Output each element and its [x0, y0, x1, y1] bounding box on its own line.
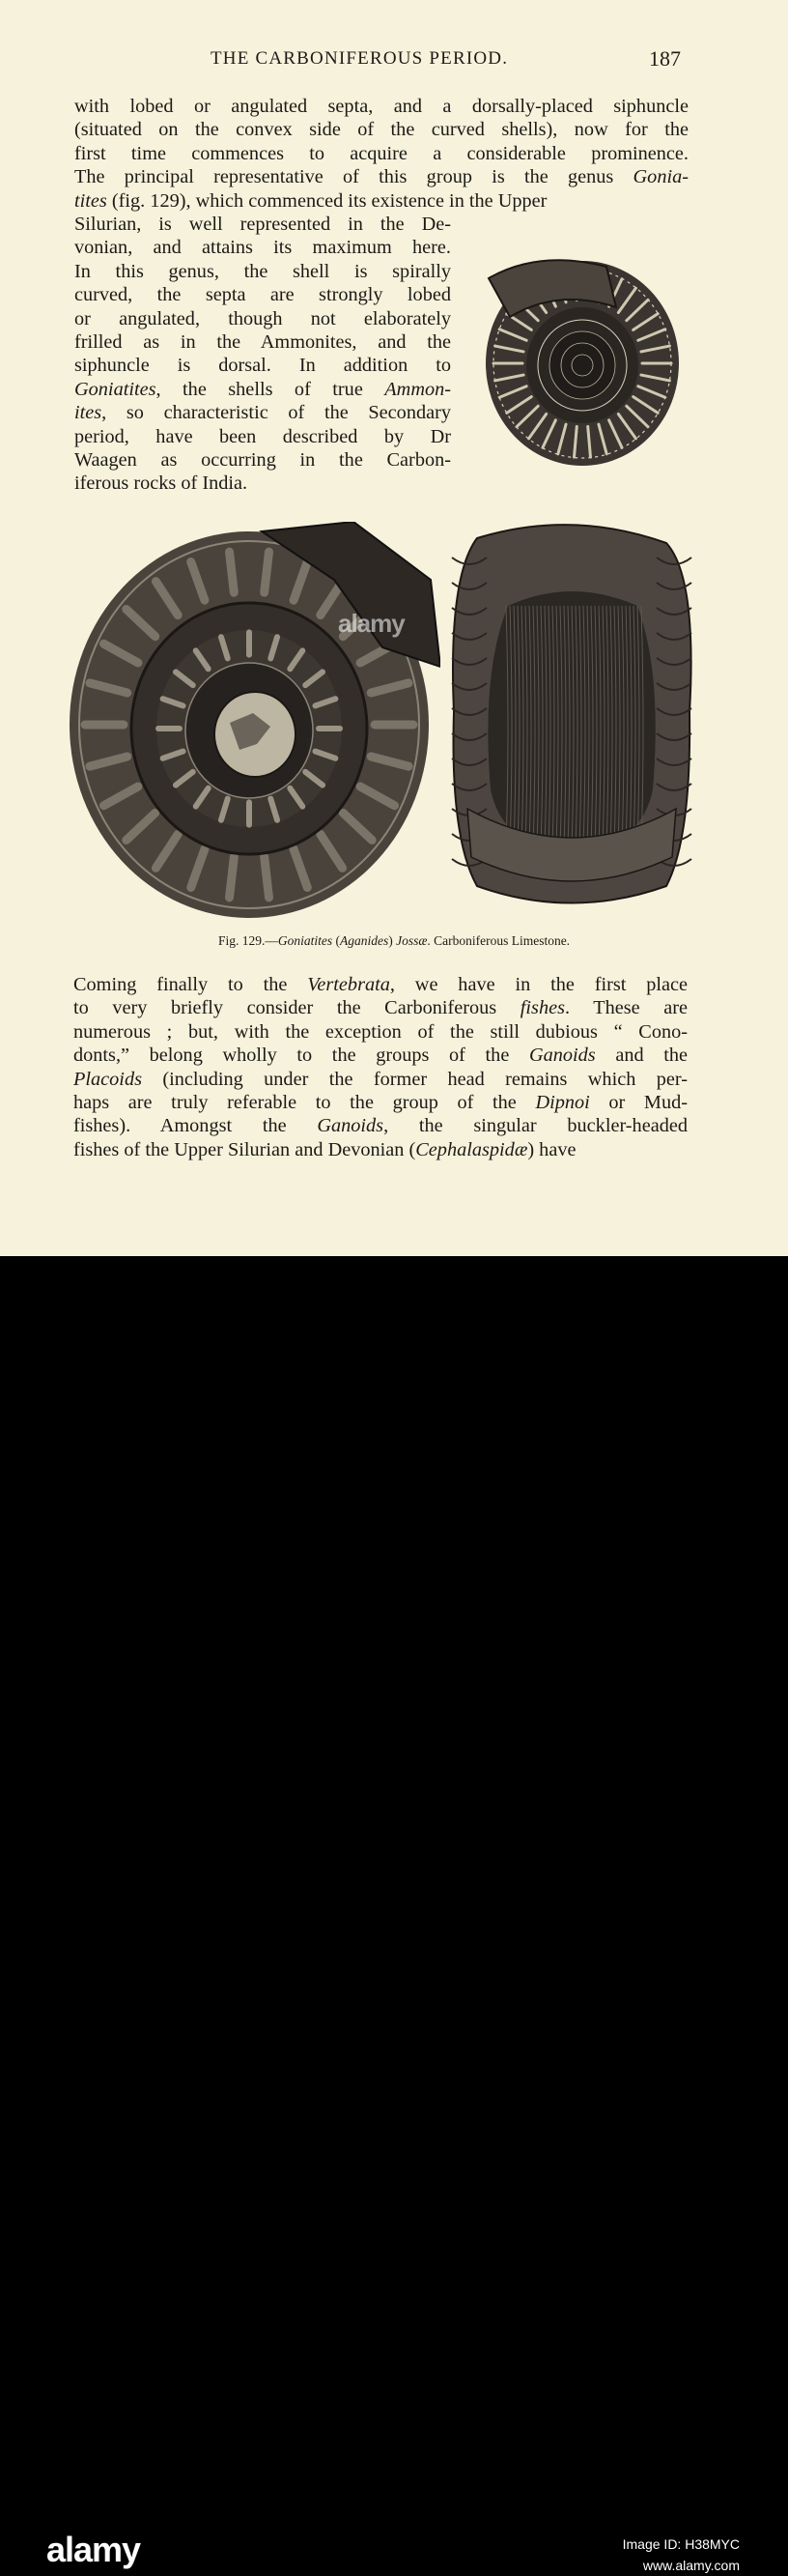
text-line: donts,” belong wholly to the groups of the Ganoids and the — [73, 1045, 688, 1067]
text-line: fishes of the Upper Silurian and Devonian (Cephalaspidæ) have — [73, 1138, 577, 1160]
text-line: curved, the septa are strongly lobed — [74, 284, 451, 306]
text-line: or angulated, though not elaborately — [74, 307, 451, 329]
text-line: Coming finally to the Vertebrata, we have in the first place — [73, 974, 688, 995]
text-line: (situated on the convex side of the curved shells), now for the — [74, 119, 689, 141]
text-line: frilled as in the Ammonites, and the — [74, 331, 451, 354]
text-line: Waagen as occurring in the Carbon- — [74, 449, 451, 472]
text-line: Silurian, is well represented in the De- — [74, 214, 451, 235]
page-header — [0, 48, 788, 73]
image-id-text: Image ID: H38MYC — [622, 2536, 740, 2552]
text-line: In this genus, the shell is spirally — [74, 260, 451, 282]
running-head: THE CARBONIFEROUS PERIOD. — [211, 48, 509, 69]
site-url[interactable]: www.alamy.com — [642, 2558, 740, 2573]
text-line: to very briefly consider the Carboniferous fishes. These are — [73, 997, 688, 1019]
text-line: with lobed or angulated septa, and a dorsally-placed siphuncle — [74, 96, 689, 117]
text-line: vonian, and attains its maximum here. — [74, 237, 451, 259]
large-ammonite-side-view-icon — [64, 522, 440, 923]
text-line: ites, so characteristic of the Secondary — [74, 402, 451, 424]
alamy-logo[interactable]: alamy — [46, 2530, 141, 2569]
text-line: tites (fig. 129), which commenced its existence in the Upper — [74, 189, 548, 212]
paragraph-goniatites-wrapped — [74, 213, 451, 496]
watermark-text: alamy — [338, 609, 405, 638]
text-line: fishes). Amongst the Ganoids, the singular buckler-headed — [73, 1115, 688, 1137]
stock-banner — [0, 1256, 788, 2573]
text-line: period, have been described by Dr — [74, 425, 451, 447]
paragraph-goniatites — [74, 95, 689, 213]
ammonite-front-view-icon — [448, 519, 695, 915]
book-page — [0, 0, 788, 1256]
figure-caption: Fig. 129.—Goniatites (Aganides) Jossæ. Carboniferous Limestone. — [217, 933, 571, 948]
text-line: numerous ; but, with the exception of the still dubious “ Cono- — [73, 1020, 688, 1043]
text-line: Placoids (including under the former head remains which per- — [73, 1068, 688, 1090]
text-line: first time commences to acquire a considerable prominence. — [74, 142, 689, 164]
text-line: iferous rocks of India. — [74, 472, 248, 495]
paragraph-vertebrata — [73, 973, 688, 1161]
image-id-block — [623, 2533, 740, 2576]
text-line: The principal representative of this group is the genus Gonia- — [74, 166, 689, 188]
text-line: haps are truly referable to the group of the Dipnoi or Mud- — [73, 1092, 688, 1114]
small-ammonite-icon — [481, 249, 684, 470]
text-line: siphuncle is dorsal. In addition to — [74, 355, 451, 377]
page-number: 187 — [649, 46, 681, 71]
text-line: Goniatites, the shells of true Ammon- — [74, 378, 451, 400]
